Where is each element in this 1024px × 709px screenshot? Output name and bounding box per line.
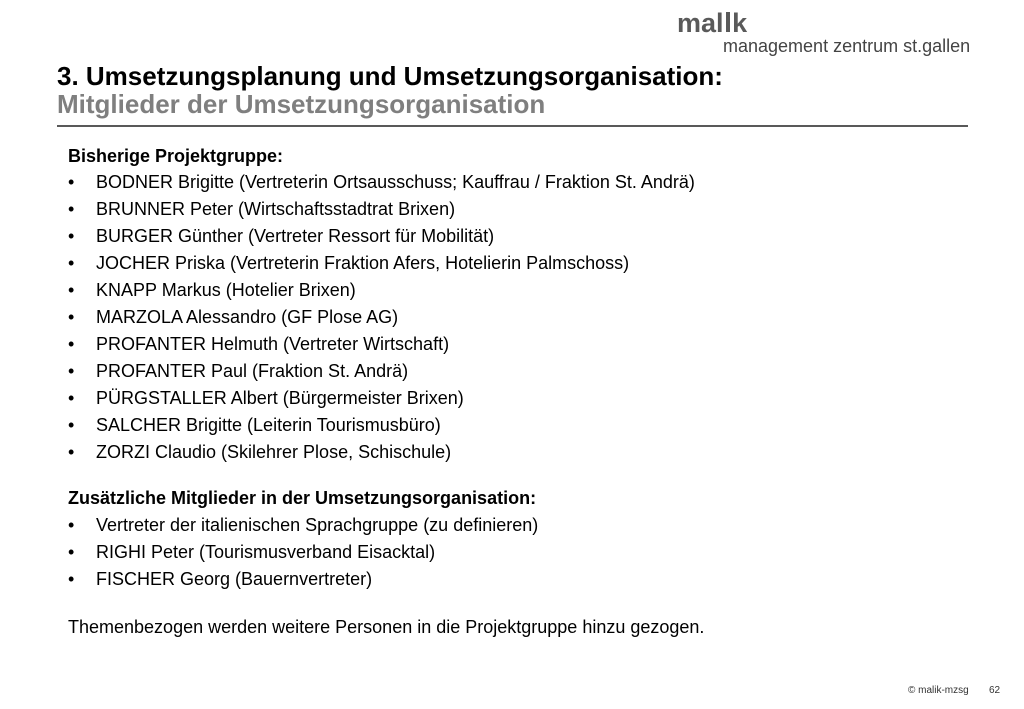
list-item-text: RIGHI Peter (Tourismusverband Eisacktal) <box>96 542 436 562</box>
list-item-text: ZORZI Claudio (Skilehrer Plose, Schischule) <box>96 442 452 462</box>
list-item <box>68 439 695 466</box>
logo-letter: k <box>732 8 748 38</box>
bullet-icon: • <box>68 334 75 354</box>
list-item-text: JOCHER Priska (Vertreterin Fraktion Afers, Hotelierin Palmschoss) <box>96 253 630 273</box>
section-zusaetzliche-mitglieder <box>68 485 538 593</box>
footer-copyright: © malik-mzsg <box>908 685 969 696</box>
list-item-text: PÜRGSTALLER Albert (Bürgermeister Brixen) <box>96 388 464 408</box>
bullet-icon: • <box>68 515 75 535</box>
list-item-text: BODNER Brigitte (Vertreterin Ortsausschuss; Kauffrau / Fraktion St. Andrä) <box>96 172 695 192</box>
member-list <box>68 169 695 466</box>
list-item <box>68 223 695 250</box>
section-bisherige-projektgruppe <box>68 144 695 466</box>
list-item <box>68 331 695 358</box>
bullet-icon: • <box>68 388 75 408</box>
logo-letter: m <box>677 8 702 38</box>
closing-note: Themenbezogen werden weitere Personen in die Projektgruppe hinzu gezogen. <box>68 617 705 637</box>
list-item-text: SALCHER Brigitte (Leiterin Tourismusbüro) <box>96 415 441 435</box>
list-item-text: BURGER Günther (Vertreter Ressort für Mobilität) <box>96 226 495 246</box>
bullet-icon: • <box>68 226 75 246</box>
list-item-text: PROFANTER Paul (Fraktion St. Andrä) <box>96 361 409 381</box>
bullet-icon: • <box>68 280 75 300</box>
member-list <box>68 512 538 593</box>
title-divider <box>57 125 968 127</box>
list-item <box>68 169 695 196</box>
bullet-icon: • <box>68 199 75 219</box>
bullet-icon: • <box>68 442 75 462</box>
page-title: 3. Umsetzungsplanung und Umsetzungsorganisation: <box>57 61 723 91</box>
list-item <box>68 412 695 439</box>
bullet-icon: • <box>68 569 75 589</box>
logo-tagline: management zentrum st.gallen <box>723 36 971 56</box>
logo-letter: l <box>716 8 724 38</box>
page-number: 62 <box>989 685 1001 696</box>
list-item <box>68 277 695 304</box>
bullet-icon: • <box>68 253 75 273</box>
bullet-icon: • <box>68 172 75 192</box>
page-subtitle: Mitglieder der Umsetzungsorganisation <box>57 89 546 119</box>
list-item-text: Vertreter der italienischen Sprachgruppe (zu definieren) <box>96 515 539 535</box>
list-item-text: FISCHER Georg (Bauernvertreter) <box>96 569 373 589</box>
logo-letter-i <box>726 12 730 32</box>
bullet-icon: • <box>68 307 75 327</box>
list-item <box>68 566 538 593</box>
bullet-icon: • <box>68 542 75 562</box>
bullet-icon: • <box>68 361 75 381</box>
list-item <box>68 250 695 277</box>
list-item <box>68 196 695 223</box>
list-item <box>68 539 538 566</box>
list-item-text: KNAPP Markus (Hotelier Brixen) <box>96 280 356 300</box>
section-heading: Zusätzliche Mitglieder in der Umsetzungsorganisation: <box>68 488 537 508</box>
list-item <box>68 385 695 412</box>
list-item-text: PROFANTER Helmuth (Vertreter Wirtschaft) <box>96 334 450 354</box>
list-item-text: MARZOLA Alessandro (GF Plose AG) <box>96 307 399 327</box>
section-heading: Bisherige Projektgruppe: <box>68 146 284 166</box>
list-item-text: BRUNNER Peter (Wirtschaftsstadtrat Brixen) <box>96 199 456 219</box>
list-item <box>68 512 538 539</box>
list-item <box>68 304 695 331</box>
logo-wordmark <box>677 10 747 37</box>
bullet-icon: • <box>68 415 75 435</box>
logo-letter: a <box>701 8 717 38</box>
list-item <box>68 358 695 385</box>
